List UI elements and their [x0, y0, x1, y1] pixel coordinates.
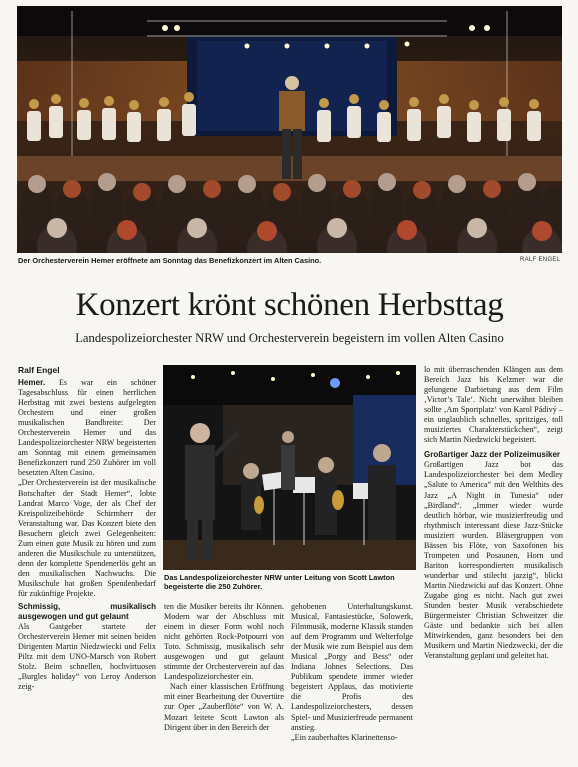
- subheadline: Landespolizeiorchester NRW und Orchesterverein begeistern im vollen Alten Casino: [75, 331, 504, 345]
- article-column-1: [18, 378, 156, 692]
- article-column-4: [424, 365, 563, 661]
- paragraph: „Ein zauberhaftes Klarinettenso-: [291, 732, 398, 742]
- orchestra-photo-caption: Das Landespolizeiorchester NRW unter Leitung von Scott Lawton begeisterte die 250 Zuhörer.: [164, 573, 395, 591]
- top-photo: [17, 6, 562, 253]
- article-column-2: [164, 602, 284, 733]
- article-column-3: [291, 602, 413, 743]
- paragraph: lo mit überraschenden Klängen aus dem Bereich Jazz bis Kelzmer war die gelungene Darbietung aus dem Film ‚Victor’s Tale‘. Nicht unerwähnt bleiben sollte ‚Am Sportplatz‘ von Karol Pádivý – ein unglaublich schnelles, spritziges, toll musiziertes Charakterstückchen“, zeigt sich Martin Niedzwicki begeistert.: [424, 365, 563, 445]
- police-orchestra-illustration: [163, 365, 416, 570]
- author-byline: Ralf Engel: [18, 365, 60, 375]
- concert-stage-illustration: [17, 6, 562, 253]
- dateline: Hemer.: [18, 378, 46, 387]
- subheading: Schmissig, musikalisch ausgewogen und gut gelaunt: [18, 602, 156, 622]
- paragraph: Als Gastgeber startete der Orchesterverein Hemer mit seinen beiden Dirigenten Martin Niedzwiecki und Felix Piltz mit dem UNO-Marsch von Robert Stolz. Beim schnellen, hochvirtuosen „Burgles holiday“ von Leroy Anderson zeig-: [18, 622, 156, 692]
- paragraph-text: Es war ein schöner Tagesabschluss für einen herrlichen Herbsttag mit zwei bestens aufgelegten Orchestern und einer großen musikalischen Bandbreite: Der Orchesterverein Hemer und das Landespolizeiorchester NRW begeisterten am Sonntag mit einem gemeinsamen Benefizkonzert rund 250 Zuhörer im voll besetzten Alten Casino.: [18, 378, 157, 478]
- photo-credit: RALF ENGEL: [520, 257, 561, 263]
- top-photo-caption: Der Orchesterverein Hemer eröffnete am Sonntag das Benefizkonzert im Alten Casino.: [18, 256, 322, 265]
- orchestra-photo: [163, 365, 416, 570]
- paragraph: Großartigen Jazz bot das Landespolizeiorchester bei dem Medley „Salute to America“ mit den Welthits des Jazz „A Night in Tunesia“ oder „Birdland“. „Immer wieder wurde deutlich hörbar, wie musizierfreudig und rhythmisch interessant diese Jazz-Stücke musiziert wurden. Bläsergruppen von Bässen bis Flöte, von Saxofonen bis Trompeten und Posaunen, Horn und Bariton korrespondierten musikalisch wunderbar und stilecht jazzig“, blickt Martin Niedzwicki auf das Konzert. Ohne Zugabe ging es nicht. Nach gut zwei Stunden bester Musik verabschiedete Bürgermeister Christian Schweitzer die Gäste und bedankte sich bei allen Mitwirkenden, ganz besonders bei den Musikern und Martin Niedzwecki, der die Veranstaltung geplant und geleitet hat.: [424, 460, 563, 661]
- paragraph: ten die Musiker bereits ihr Können. Modern war der Abschluss mit einem in dieser Form wohl noch nicht gehörten Rock-Potpourri von Toto. Schmissig, musikalisch sehr ausgewogen und gut gelaunt stimmte der Orchesterverein auf das Landespolizeiorchester ein.: [164, 602, 284, 682]
- headline: Konzert krönt schönen Herbsttag: [75, 287, 504, 323]
- paragraph: „Der Orchesterverein ist der musikalische Botschafter der Stadt Hemer“, lobte Landrat Marco Voge, der als Chef der Kreispolizeibehörde Schirmherr der Veranstaltung war. Das Konzert biete den Besuchern gleich zwei Gelegenheiten: Zum einen gute Musik zu hören und zum anderen die Musikschule zu unterstützen, denn der komplette Spendenerlös geht an den musikalischen Nachwuchs. Die Musikschule hat großen Spendenbedarf für zukünftige Projekte.: [18, 478, 156, 598]
- paragraph: Nach einer klassischen Eröffnung mit einer Bearbeitung der Ouvertüre zur Oper „Zauberflöte“ von W. A. Mozart leitete Scott Lawton als Dirigent über in den Bereich der: [164, 682, 284, 732]
- subheading: Großartiger Jazz der Polizeimusiker: [424, 450, 561, 460]
- paragraph: gehobenen Unterhaltungskunst. Musical, Fantasiestücke, Solowerk, Filmmusik, moderne Klassik standen auf dem Programm und Welterfolge der Musik wie zum Beispiel aus dem Musical „Porgy and Bess“ oder Indiana Johnes Selections. Das Publikum spendete immer wieder begeistert Applaus, das motivierte die Profis des Landespolizeiorchesters, dessen Spiel- und Musizierfreude permanent anstieg.: [291, 602, 413, 732]
- paragraph: [18, 378, 156, 478]
